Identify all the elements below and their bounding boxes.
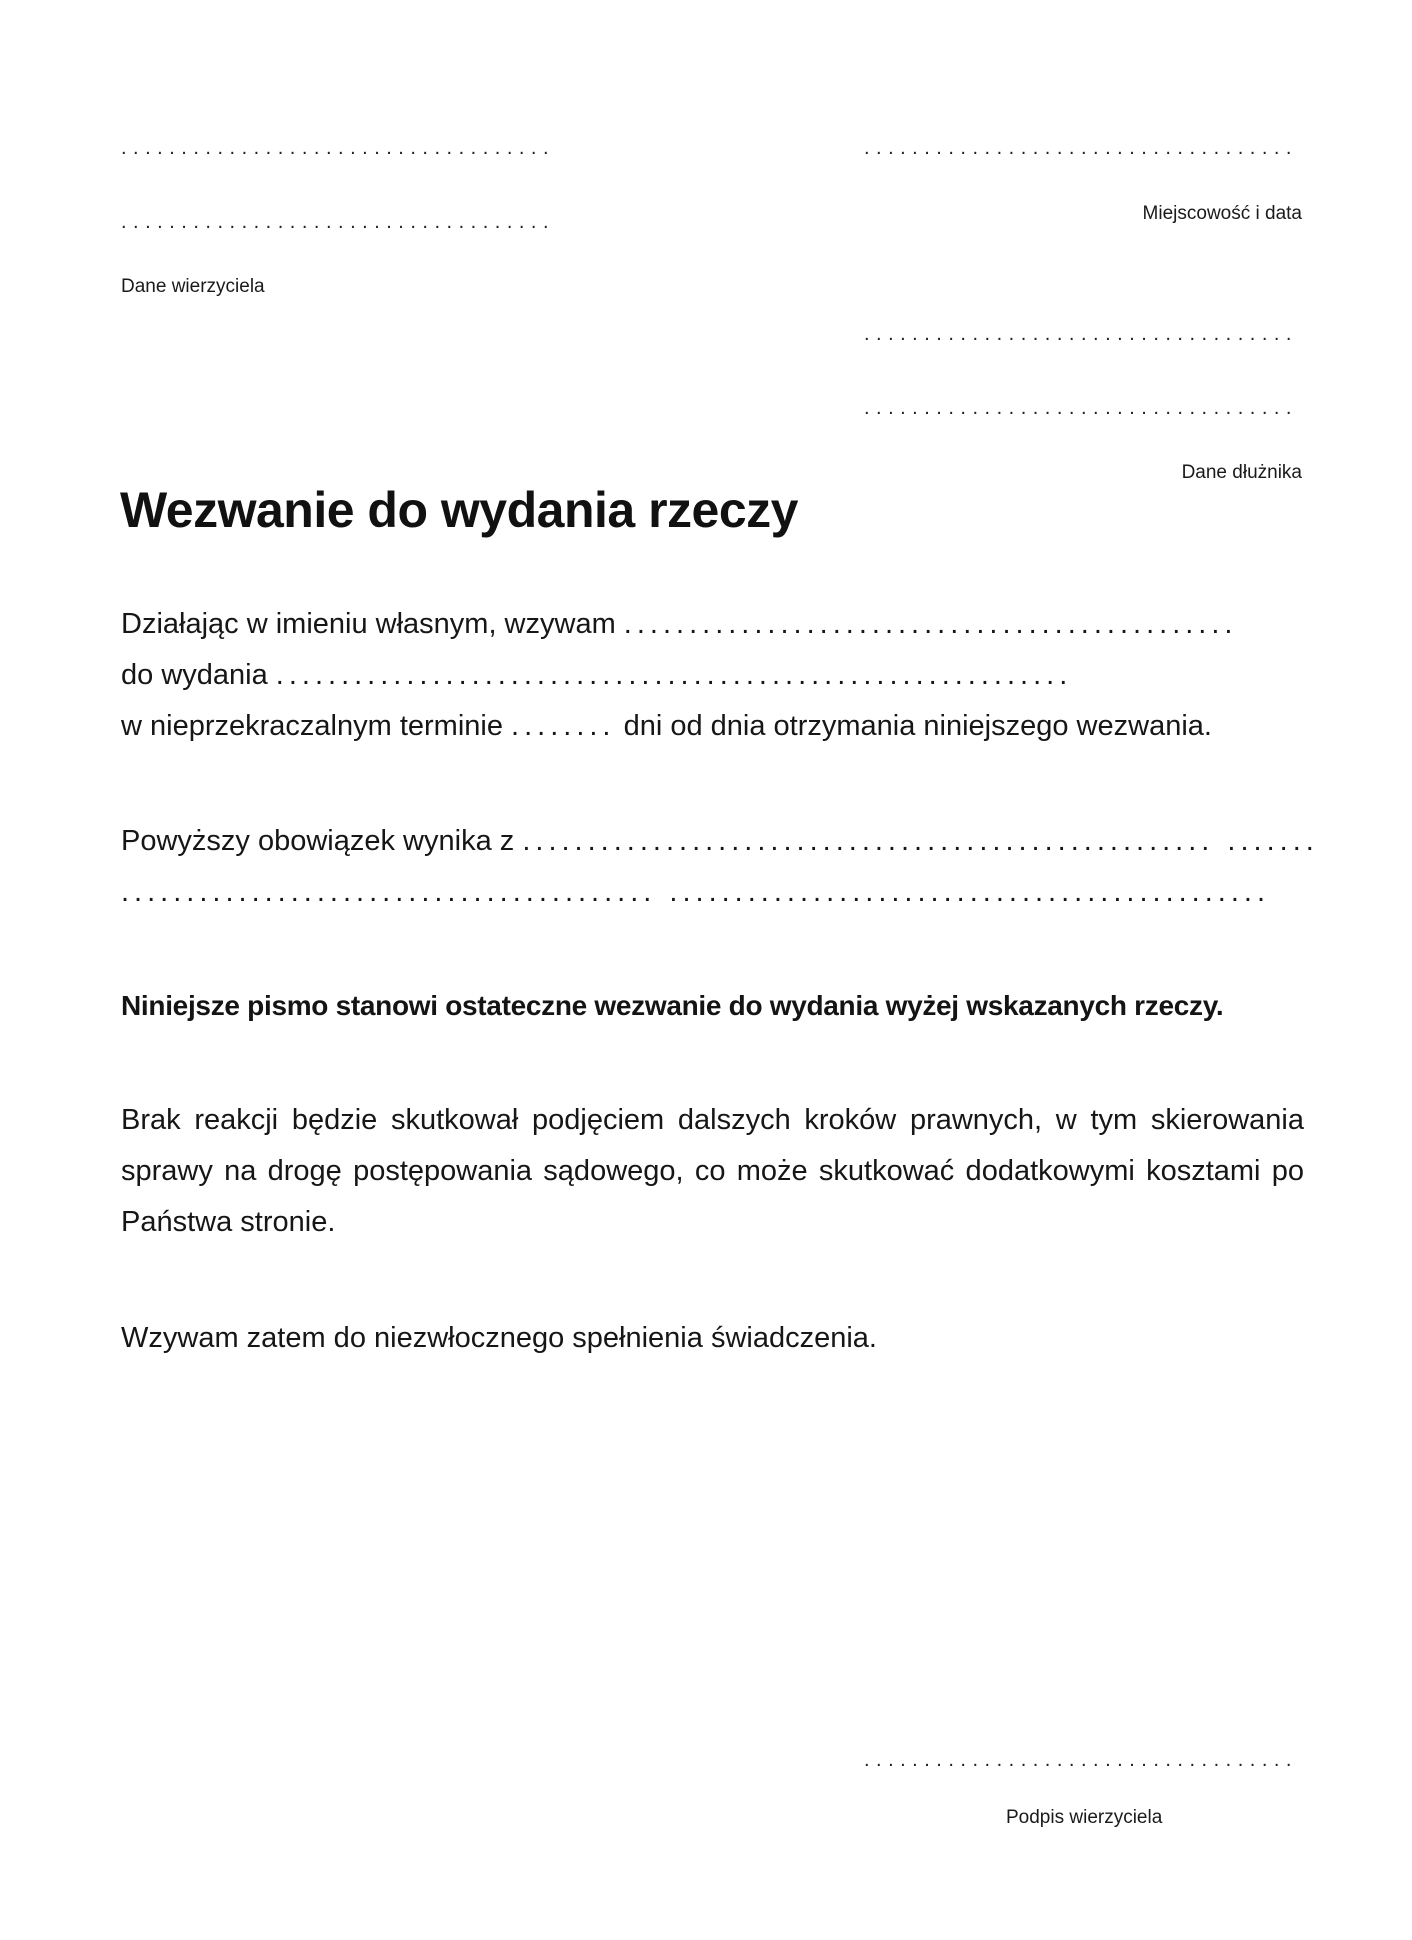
consequences-paragraph: Brak reakcji będzie skutkował podjęciem dalszych kroków prawnych, w tym skierowania sprawy na drogę postępowania sądowego, co może skutkować dodatkowymi kosztami po Państwa stronie. bbox=[121, 1104, 1304, 1238]
debtor-data-line-1: .................................... bbox=[863, 323, 1298, 345]
creditor-data-line-2: .................................... bbox=[121, 211, 556, 233]
legal-basis-line-2 bbox=[121, 875, 1270, 909]
demand-line-3-text-a: w nieprzekraczalnym terminie bbox=[121, 710, 503, 742]
demand-line-3-text-b: dni od dnia otrzymania niniejszego wezwania. bbox=[623, 710, 1212, 742]
creditor-data-label: Dane wierzyciela bbox=[121, 276, 265, 297]
deadline-days-fill-dots: ........ bbox=[511, 710, 616, 742]
legal-basis-fill-dots-1: ..................................................... ....... bbox=[522, 825, 1319, 857]
demand-line-1 bbox=[121, 607, 1237, 641]
place-date-line: .................................... bbox=[863, 137, 1298, 159]
debtor-data-label: Dane dłużnika bbox=[1181, 462, 1302, 483]
signature-label: Podpis wierzyciela bbox=[1006, 1807, 1163, 1828]
demand-line-2 bbox=[121, 658, 1072, 692]
legal-basis-text: Powyższy obowiązek wynika z bbox=[121, 825, 515, 857]
document-title: Wezwanie do wydania rzeczy bbox=[120, 482, 798, 538]
legal-basis-line-1 bbox=[121, 824, 1319, 858]
demand-line-2-text: do wydania bbox=[121, 659, 268, 691]
debtor-data-line-2: .................................... bbox=[863, 397, 1298, 419]
items-fill-dots: ............................................................. bbox=[275, 659, 1073, 691]
closing-sentence: Wzywam zatem do niezwłocznego spełnienia świadczenia. bbox=[121, 1322, 877, 1354]
demand-line-3 bbox=[121, 709, 1212, 743]
demand-line-1-text: Działając w imieniu własnym, wzywam bbox=[121, 608, 616, 640]
debtor-name-fill-dots: ............................................... bbox=[623, 608, 1238, 640]
place-date-label: Miejscowość i data bbox=[1142, 203, 1302, 224]
final-notice-statement: Niniejsze pismo stanowi ostateczne wezwanie do wydania wyżej wskazanych rzeczy. bbox=[121, 990, 1224, 1021]
signature-line: .................................... bbox=[863, 1749, 1298, 1771]
creditor-data-line-1: .................................... bbox=[121, 137, 556, 159]
legal-basis-fill-dots-2: ......................................... .............................................. bbox=[121, 876, 1271, 908]
